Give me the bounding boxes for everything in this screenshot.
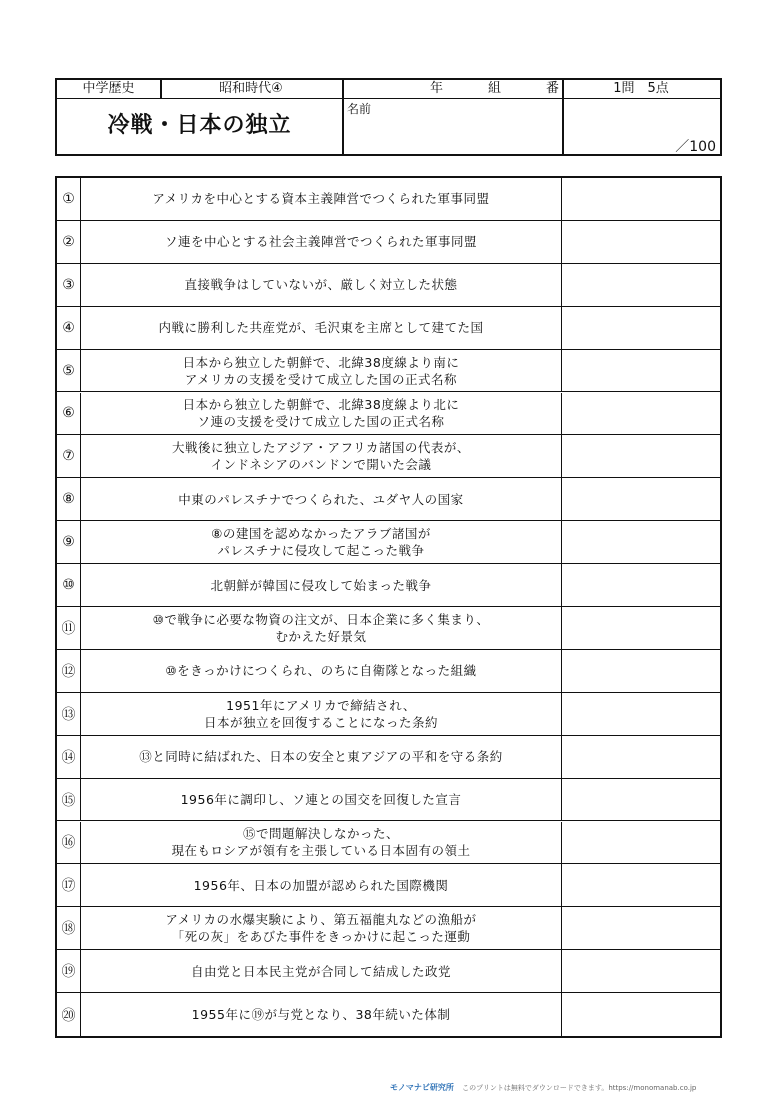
question-row xyxy=(57,993,720,1036)
answer-box[interactable] xyxy=(562,307,720,349)
question-row xyxy=(57,564,720,607)
question-number: ② xyxy=(57,221,81,263)
question-number: ⑲ xyxy=(57,950,81,992)
question-row xyxy=(57,736,720,779)
question-number: ⑦ xyxy=(57,435,81,477)
question-text: ソ連を中心とする社会主義陣営でつくられた軍事同盟 xyxy=(81,221,562,263)
points-label: 1問 5点 xyxy=(613,81,669,96)
question-text: アメリカを中心とする資本主義陣営でつくられた軍事同盟 xyxy=(81,178,562,220)
question-row xyxy=(57,693,720,736)
question-row xyxy=(57,435,720,478)
question-text: 日本から独立した朝鮮で、北緯38度線より北に ソ連の支援を受けて成立した国の正式名称 xyxy=(81,393,562,435)
question-number: ⑩ xyxy=(57,564,81,606)
question-text: アメリカの水爆実験により、第五福龍丸などの漁船が 「死の灰」をあびた事件をきっかけに起こった運動 xyxy=(81,907,562,949)
question-row xyxy=(57,264,720,307)
answer-box[interactable] xyxy=(562,993,720,1036)
question-number: ⑨ xyxy=(57,521,81,563)
answer-box[interactable] xyxy=(562,693,720,735)
footer-text: このプリントは無料でダウンロードできます。https://monomanab.co.jp xyxy=(462,1084,697,1092)
question-number: ⑫ xyxy=(57,650,81,692)
question-number: ⑬ xyxy=(57,693,81,735)
question-text: 大戦後に独立したアジア・アフリカ諸国の代表が、 インドネシアのバンドンで開いた会議 xyxy=(81,435,562,477)
answer-box[interactable] xyxy=(562,478,720,520)
question-row xyxy=(57,178,720,221)
header-box xyxy=(55,78,722,156)
answer-box[interactable] xyxy=(562,178,720,220)
question-text: 中東のパレスチナでつくられた、ユダヤ人の国家 xyxy=(81,478,562,520)
class-label: 組 xyxy=(488,81,502,96)
total-score: ／100 xyxy=(675,139,716,155)
question-row xyxy=(57,521,720,564)
question-number: ⑧ xyxy=(57,478,81,520)
answer-box[interactable] xyxy=(562,435,720,477)
year-class-number xyxy=(342,80,562,98)
number-label: 番 xyxy=(546,81,560,96)
answer-box[interactable] xyxy=(562,393,720,435)
answer-box[interactable] xyxy=(562,822,720,864)
answer-box[interactable] xyxy=(562,264,720,306)
question-number: ⑮ xyxy=(57,779,81,821)
question-row xyxy=(57,650,720,693)
question-text: ⑧の建国を認めなかったアラブ諸国が パレスチナに侵攻して起こった戦争 xyxy=(81,521,562,563)
footer-brand: モノマナビ研究所 xyxy=(390,1083,454,1092)
question-text: 自由党と日本民主党が合同して結成した政党 xyxy=(81,950,562,992)
worksheet-title: 冷戦・日本の独立 xyxy=(107,113,292,138)
header-divider xyxy=(342,98,722,99)
question-text: 直接戦争はしていないが、厳しく対立した状態 xyxy=(81,264,562,306)
answer-box[interactable] xyxy=(562,221,720,263)
question-row xyxy=(57,607,720,650)
question-number: ⑤ xyxy=(57,350,81,392)
question-number: ⑳ xyxy=(57,993,81,1036)
question-row xyxy=(57,307,720,350)
answer-box[interactable] xyxy=(562,650,720,692)
question-row xyxy=(57,822,720,865)
answer-box[interactable] xyxy=(562,779,720,821)
question-text: 1956年、日本の加盟が認められた国際機関 xyxy=(81,864,562,906)
question-number: ⑪ xyxy=(57,607,81,649)
question-text: ⑩をきっかけにつくられ、のちに自衛隊となった組織 xyxy=(81,650,562,692)
question-row xyxy=(57,907,720,950)
subject-label: 中学歴史 xyxy=(82,81,135,96)
answer-box[interactable] xyxy=(562,350,720,392)
answer-box[interactable] xyxy=(562,521,720,563)
footer xyxy=(390,1082,770,1096)
question-row xyxy=(57,950,720,993)
question-number: ⑰ xyxy=(57,864,81,906)
question-row xyxy=(57,350,720,393)
answer-box[interactable] xyxy=(562,607,720,649)
question-row xyxy=(57,393,720,436)
question-text: 日本から独立した朝鮮で、北緯38度線より南に アメリカの支援を受けて成立した国の正式名称 xyxy=(81,350,562,392)
question-text: 1955年に⑲が与党となり、38年続いた体制 xyxy=(81,993,562,1036)
question-row xyxy=(57,221,720,264)
question-number: ④ xyxy=(57,307,81,349)
question-text: ⑮で問題解決しなかった、 現在もロシアが領有を主張している日本固有の領土 xyxy=(81,822,562,864)
question-number: ⑯ xyxy=(57,822,81,864)
question-row xyxy=(57,864,720,907)
question-number: ③ xyxy=(57,264,81,306)
question-number: ⑥ xyxy=(57,393,81,435)
answer-box[interactable] xyxy=(562,864,720,906)
question-table xyxy=(55,176,722,1038)
question-number: ⑱ xyxy=(57,907,81,949)
question-number: ⑭ xyxy=(57,736,81,778)
question-text: 1951年にアメリカで締結され、 日本が独立を回復することになった条約 xyxy=(81,693,562,735)
question-row xyxy=(57,478,720,521)
name-label: 名前 xyxy=(347,102,372,116)
question-text: ⑬と同時に結ばれた、日本の安全と東アジアの平和を守る条約 xyxy=(81,736,562,778)
answer-box[interactable] xyxy=(562,950,720,992)
question-text: ⑩で戦争に必要な物資の注文が、日本企業に多く集まり、 むかえた好景気 xyxy=(81,607,562,649)
question-text: 1956年に調印し、ソ連との国交を回復した宣言 xyxy=(81,779,562,821)
question-text: 内戦に勝利した共産党が、毛沢東を主席として建てた国 xyxy=(81,307,562,349)
answer-box[interactable] xyxy=(562,907,720,949)
era-label: 昭和時代④ xyxy=(219,81,283,96)
answer-box[interactable] xyxy=(562,736,720,778)
question-text: 北朝鮮が韓国に侵攻して始まった戦争 xyxy=(81,564,562,606)
year-label: 年 xyxy=(430,81,444,96)
question-row xyxy=(57,779,720,822)
question-number: ① xyxy=(57,178,81,220)
answer-box[interactable] xyxy=(562,564,720,606)
